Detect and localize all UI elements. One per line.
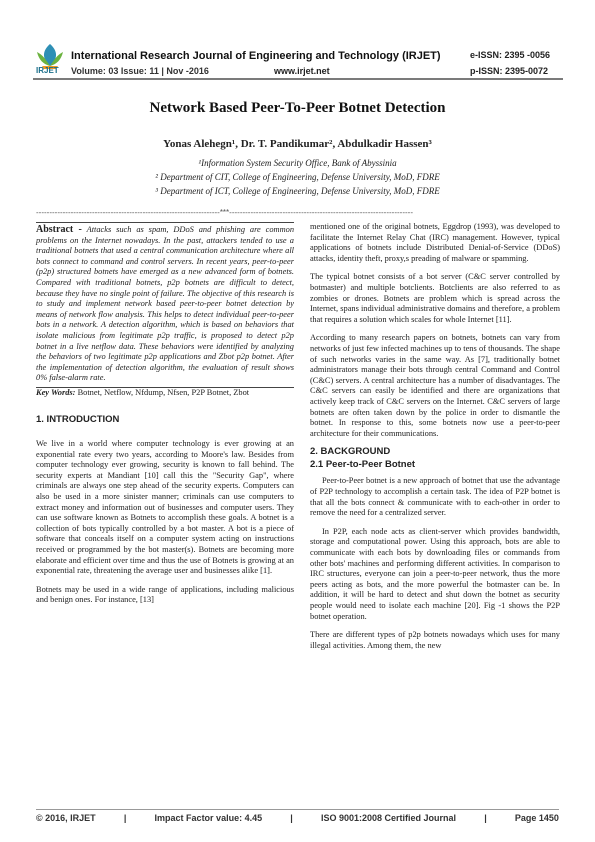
footer-copyright: © 2016, IRJET [36,813,96,823]
affiliation-3: ³ Department of ICT, College of Engineering, Defense University, MoD, FDRE [155,186,440,196]
abstract-box [36,222,294,388]
right-paragraph-3: According to many research papers on botnets, botnets can vary from networks of just few infected machines up to tens of thousands. The shape of such networks varies in the same way. As [7], traditionally botnet administrators manage their bots through central Command and Control (C&C) servers. A central architecture has a number of disadvantages. The C&C servers can easily be identified and there are organizations that actively keep track of C&C servers on the Internet. C&C servers of large botnets are often taken down by the police in order to dismantle the botnet. In response to this, some botnets now use a peer-to-peer architecture for their communications. [310,333,560,438]
paper-title: Network Based Peer-To-Peer Botnet Detection [149,100,446,116]
keywords [36,388,294,399]
logo-text: IRJET [36,66,59,75]
footer-divider-3: | [484,813,487,823]
footer-impact-factor: Impact Factor value: 4.45 [154,813,263,823]
right-paragraph-1: mentioned one of the original botnets, Eggdrop (1993), was developed to facilitate the Internet Relay Chat (IRC) management. However, typical applications of botnets include Distributed Denial-of-Service (DDoS) attacks, identity theft, proxy,s preading of malware or spamming. [310,222,560,263]
page-header [0,0,595,76]
footer-divider-1: | [123,813,127,823]
volume-issue: Volume: 03 Issue: 11 | Nov -2016 [71,66,209,76]
left-column [36,222,294,614]
p-issn: p-ISSN: 2395-0072 [470,66,549,76]
footer-page-number: Page 1450 [514,813,559,823]
paper-authors: Yonas Alehegn¹, Dr. T. Pandikumar², Abdulkadir Hassen³ [163,138,432,150]
section-separator: ---------------------------------------------------------------------***--------------------------------------------------------------------- [36,208,413,217]
right-column [310,222,560,659]
background-heading: 2. BACKGROUND [310,446,391,458]
affiliation-1: ¹Information System Security Office, Bank of Abyssinia [198,158,397,168]
footer-iso: ISO 9001:2008 Certified Journal [320,813,457,823]
footer-divider-2: | [290,813,293,823]
e-issn: e-ISSN: 2395 -0056 [470,50,551,60]
intro-heading: 1. INTRODUCTION [36,413,120,425]
intro-paragraph-2: Botnets may be used in a wide range of applications, including malicious and benign ones. For instance, [13] [36,584,294,605]
keywords-text: Botnet, Netflow, Nfdump, Nfsen, P2P Botnet, Zbot [75,387,250,397]
abstract-label: Abstract - [36,224,82,235]
keywords-label: Key Words: [36,387,76,397]
journal-title: International Research Journal of Engineering and Technology (IRJET) [71,50,441,62]
background-subheading: 2.1 Peer-to-Peer Botnet [310,458,416,470]
journal-website-link[interactable]: www.irjet.net [274,66,330,76]
header-divider [33,78,563,80]
page-footer [36,809,559,823]
intro-paragraph-1: We live in a world where computer technology is ever growing at an exponential rate every two years, according to Moore's law. Besides from computer technology ever growing, security is known to fall behind. The security experts at Mandiant [10] call this the "Security Gap", where criminals are always one step ahead of the security experts. Computers can also be used in a more sinister manner; criminals can use computers to extract money and information out of businesses and computer users. They can use software known as Botnets to accomplish these goals. A botnet is a collection of bots typically controlled by a bot master. A bot is a piece of software that conceals itself on a computer system acting on instructions received or programmed by the bot master(s). Botnets are becoming more elaborate and efficient over time and thus the use of Botnets is growing at an exponential rate, threatening the average user and businesses alike [1]. [36,439,294,576]
background-paragraph-2: In P2P, each node acts as client-server which provides bandwidth, storage and computational power. Using this approach, bots are able to communicate with each bots by downloading files or commands from other bots' machines and performing different activities. In comparison to IRC structures, everyone can join a peer-to-peer network, thus the more peers acting as bots, and the more powerful the botmaster can be. In addition, it will be hard to detect and shut down the botnet as security people would need to isolate each machine [20]. Fig -1 shows the P2P botnet operation. [310,526,560,621]
abstract-text: Attacks such as spam, DDoS and phishing are common problems on the Internet nowadays. In the past, attackers tended to use a traditional botnets that used a central communication architecture where all bots connect to command and control servers. In recent years, peer-to-peer (p2p) structured botnets have emerged as a new advanced form of botnets. Compared with traditional botnets, p2p botnets are difficult to detect, because they have no single point of failure. The objective of this research is to study and implement network based peer-to-peer botnet detection by means of network flow analysis. This helps to detect individual peer-to-peer bots in a network. A detection algorithm, which is based on behaviors that isolate malicious from legitimate p2p traffic, is proposed to detect p2p botnet in a live netflow data. These behaviors were identified by analyzing the behaviors of two legitimate p2p applications and Zbot p2p botnet. After the implementation of detection algorithm, the evaluation of result shows 0% false-alarm rate. [36,225,295,383]
background-paragraph-3: There are different types of p2p botnets nowadays which uses for many illegal activities. Among them, the new [310,630,560,650]
right-paragraph-2: The typical botnet consists of a bot server (C&C server controlled by botmaster) and multiple botclients. Botclients are also referred to as zombies or drones. Botnets are problem which is spread across the Internet, spans individual administrative domains and therefore, a problem that requires a solution which scales for whole Internet [11]. [310,272,560,324]
affiliation-2: ² Department of CIT, College of Engineering, Defense University, MoD, FDRE [155,172,440,182]
background-paragraph-1: Peer-to-Peer botnet is a new approach of botnet that use the advantage of P2P technology to accomplish a certain task. The idea of P2P botnet is that all the bots connect & communicate with to each-other in order to remove the need for a centralized server. [310,476,560,518]
